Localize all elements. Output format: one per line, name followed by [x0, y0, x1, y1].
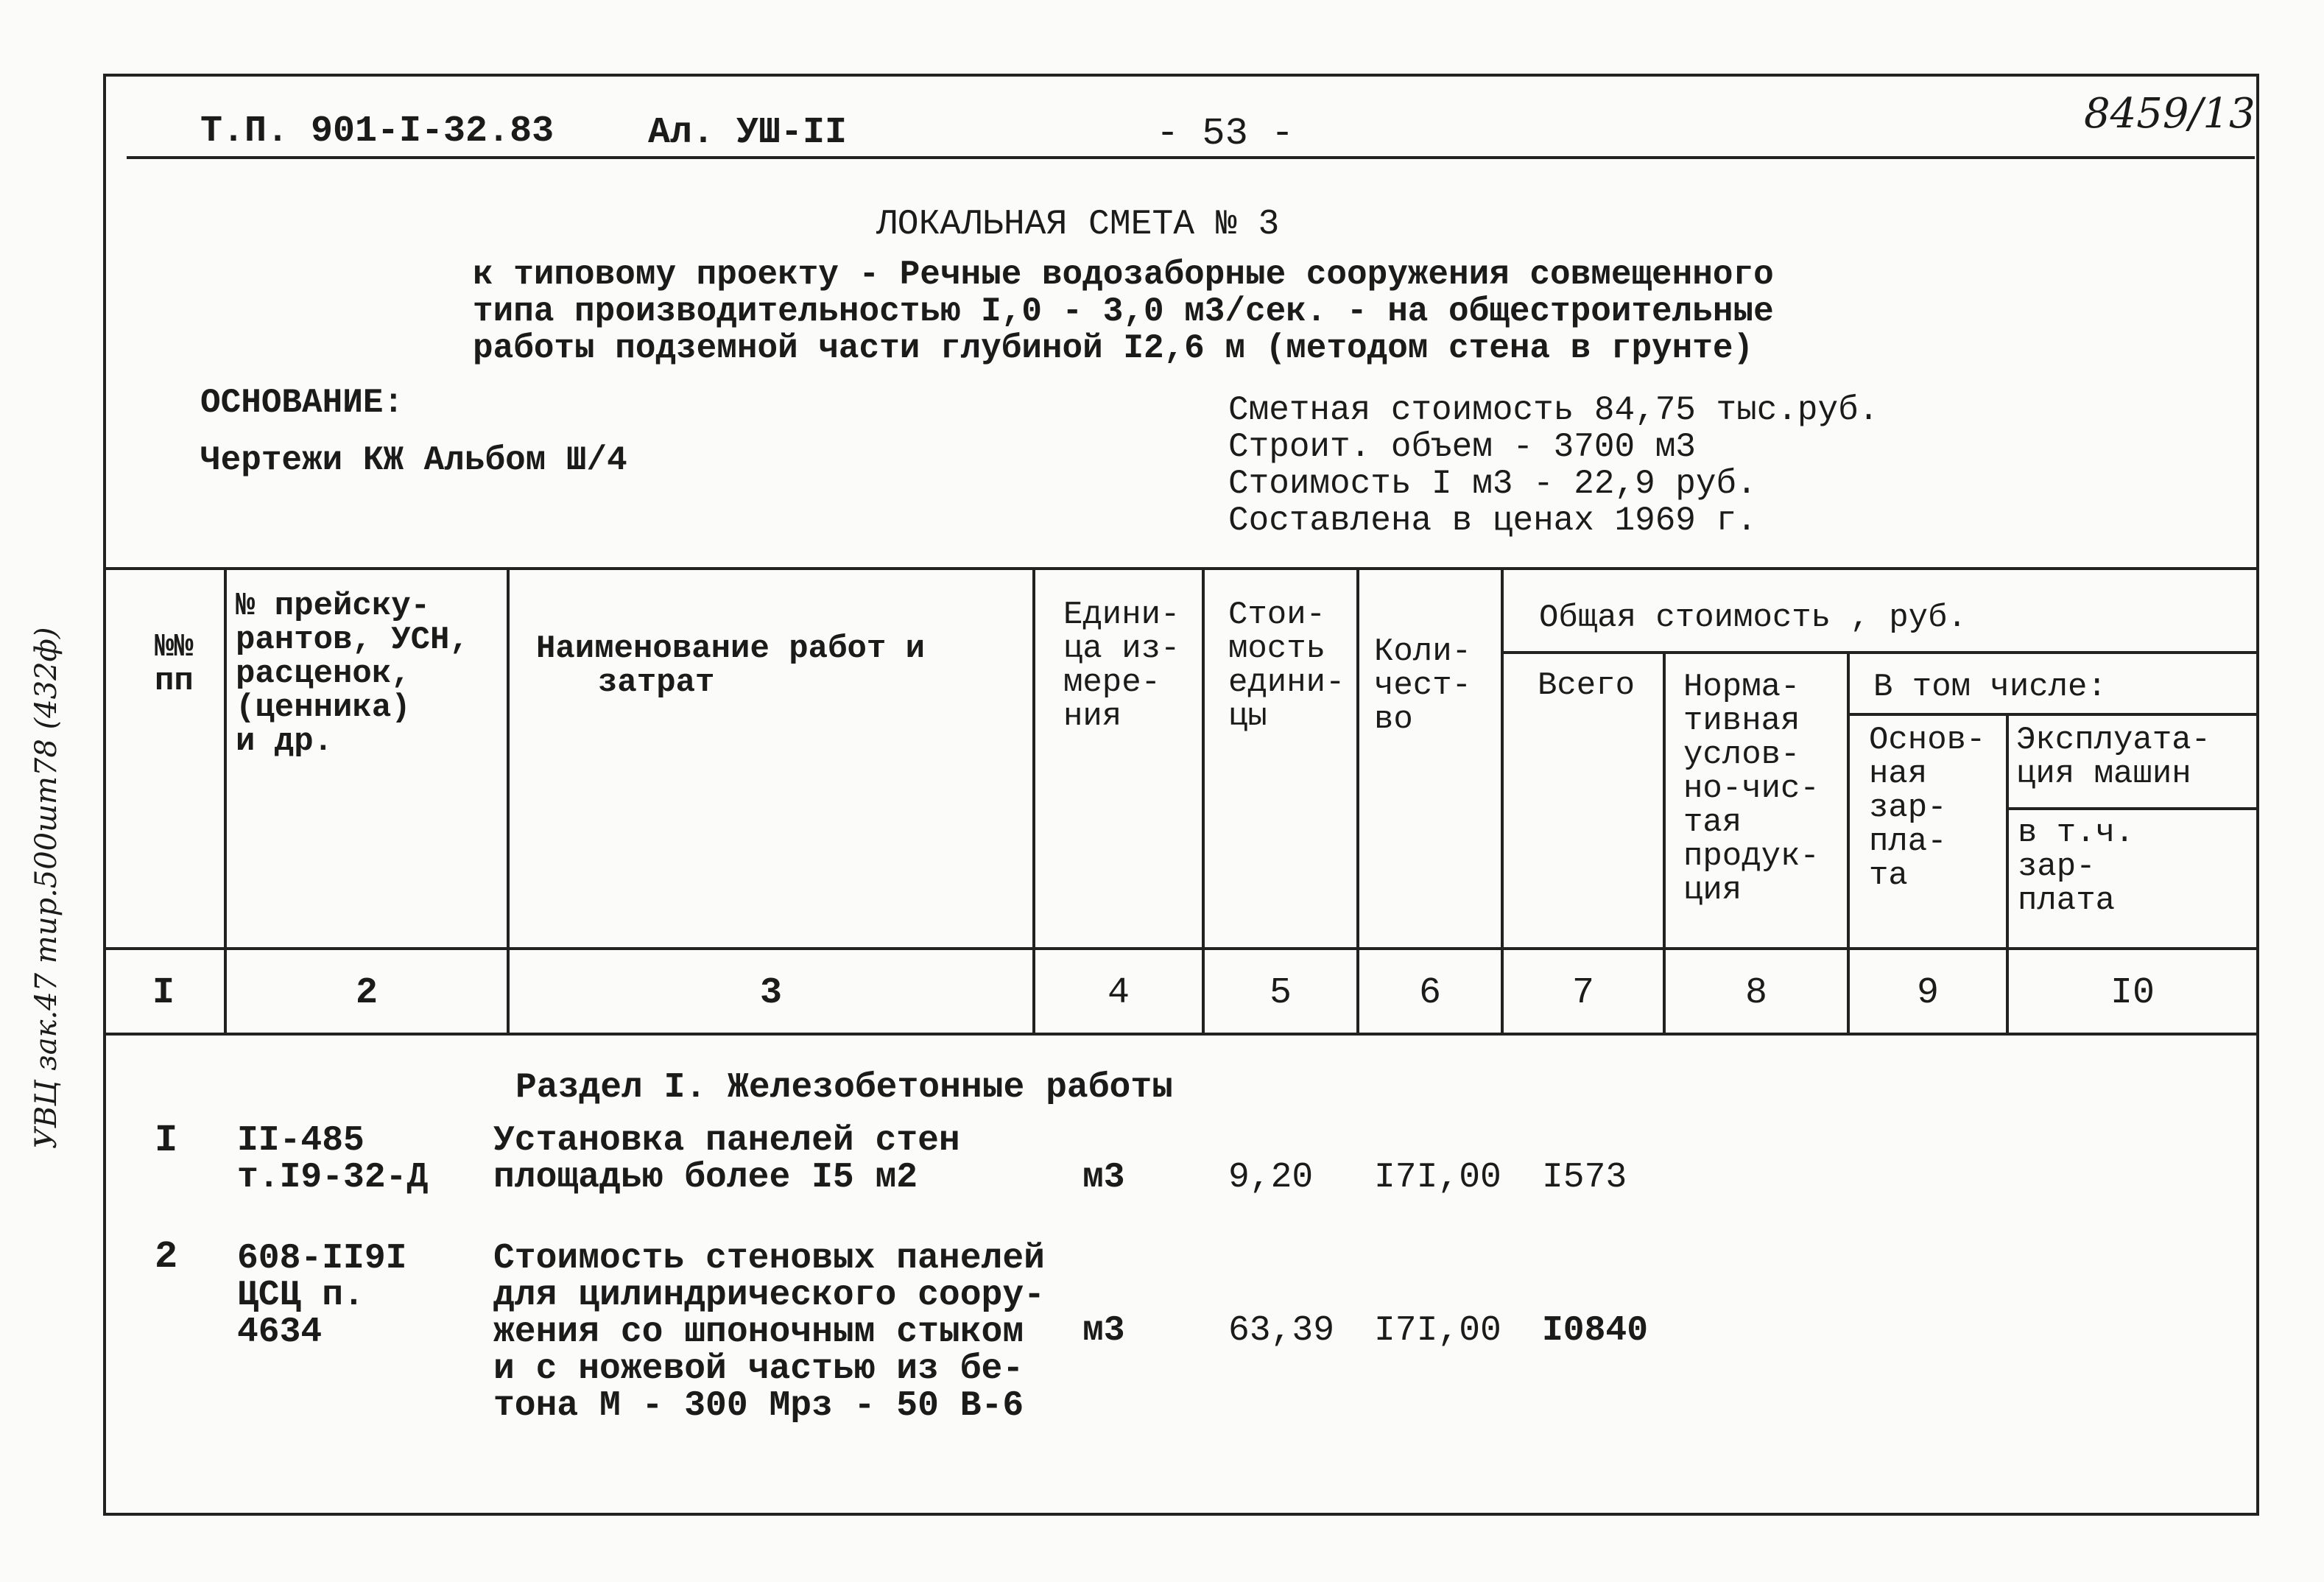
col-divider-2 — [507, 567, 510, 1036]
row2-quantity: I7I,00 — [1374, 1311, 1501, 1351]
column-number-2: 2 — [355, 972, 378, 1014]
header-col7: Всего — [1538, 667, 1635, 704]
inventory-number: 8459/13 — [2084, 90, 2256, 138]
page-number: - 53 - — [1156, 112, 1295, 155]
column-number-8: 8 — [1744, 972, 1767, 1014]
estimate-heading: ЛОКАЛЬНАЯ СМЕТА № 3 — [876, 205, 1280, 245]
header-total-cost: Общая стоимость , руб. — [1539, 600, 1967, 636]
row2-code: 608-II9I ЦСЦ п. 4634 — [237, 1239, 407, 1352]
margin-print-note: УВЦ зак.47 тир.500шт78 (432ф) — [29, 627, 63, 1149]
row1-code: II-485 т.I9-32-Д — [237, 1121, 429, 1198]
row1-quantity: I7I,00 — [1374, 1158, 1501, 1198]
row2-number: 2 — [155, 1235, 178, 1279]
header-col4: Едини- ца из- мере- ния — [1063, 597, 1180, 735]
section-title: Раздел I. Железобетонные работы — [515, 1068, 1173, 1108]
header-col3: Наименование работ и затрат — [536, 630, 926, 701]
summary-line-3: Стоимость I м3 - 22,9 руб. — [1228, 465, 1757, 503]
header-col2: № прейску- рантов, УСН, расценок, (ценника) и др. — [236, 588, 469, 760]
header-col10-sub: в т.ч. зар- плата — [2018, 815, 2135, 919]
row2-unit-cost: 63,39 — [1228, 1311, 1335, 1351]
row1-unit-cost: 9,20 — [1228, 1158, 1314, 1198]
header-col8: Норма- тивная услов- но-чис- тая продук- ция — [1683, 669, 1820, 909]
column-number-10: I0 — [2110, 972, 2155, 1014]
column-number-3: 3 — [759, 972, 782, 1014]
column-number-6: 6 — [1418, 972, 1441, 1014]
header-col10: Эксплуата- ция машин — [2016, 722, 2211, 792]
col-divider-5 — [1356, 567, 1359, 1036]
header-col1: №№ пп — [155, 629, 194, 700]
column-number-9: 9 — [1916, 972, 1939, 1014]
album-reference: Ал. УШ-II — [648, 112, 848, 154]
column-numbers-rule — [103, 1033, 2256, 1036]
basis-value: Чертежи КЖ Альбом Ш/4 — [200, 441, 627, 479]
column-number-7: 7 — [1571, 972, 1594, 1014]
col-divider-4 — [1202, 567, 1205, 1036]
row2-name: Стоимость стеновых панелей для цилиндрического соору- жения со шпоночным стыком и с ножевой частью из бе- тона М - 300 Мрз - 50 В-6 — [493, 1239, 1045, 1426]
summary-line-1: Сметная стоимость 84,75 тыс.руб. — [1228, 391, 1879, 429]
header-including: В том числе: — [1873, 669, 2107, 706]
col-divider-3 — [1032, 567, 1035, 1036]
row1-name: Установка панелей стен площадью более I5 м2 — [493, 1121, 960, 1198]
header-bottom-rule — [103, 947, 2256, 950]
col-divider-6 — [1501, 567, 1504, 1036]
subtitle-line-1: к типовому проекту - Речные водозаборные сооружения совмещенного — [473, 256, 1774, 294]
row1-total: I573 — [1542, 1158, 1627, 1198]
row1-number: I — [155, 1119, 178, 1162]
header-col6: Коли- чест- во — [1374, 633, 1472, 738]
machines-rule — [2007, 807, 2256, 810]
header-col9: Основ- ная зар- пла- та — [1869, 722, 1986, 894]
summary-line-4: Составлена в ценах 1969 г. — [1228, 502, 1757, 540]
subtitle-line-3: работы подземной части глубиной I2,6 м (методом стена в грунте) — [473, 329, 1754, 368]
table-top-rule — [103, 567, 2256, 570]
including-rule — [1848, 713, 2256, 716]
column-number-1: I — [152, 972, 175, 1014]
summary-line-2: Строит. объем - 3700 м3 — [1228, 428, 1696, 466]
row2-unit: м3 — [1082, 1311, 1125, 1351]
total-cost-rule — [1502, 651, 2256, 654]
basis-label: ОСНОВАНИЕ: — [200, 384, 404, 422]
column-number-5: 5 — [1269, 972, 1292, 1014]
row1-unit: м3 — [1082, 1158, 1125, 1198]
col-divider-1 — [224, 567, 227, 1036]
column-number-4: 4 — [1107, 972, 1130, 1014]
project-code: Т.П. 901-I-32.83 — [200, 110, 554, 152]
header-col5: Стои- мость едини- цы — [1228, 597, 1345, 735]
row2-total: I0840 — [1542, 1311, 1649, 1351]
subtitle-line-2: типа производительностью I,0 - 3,0 м3/сек. - на общестроительные — [473, 292, 1774, 331]
